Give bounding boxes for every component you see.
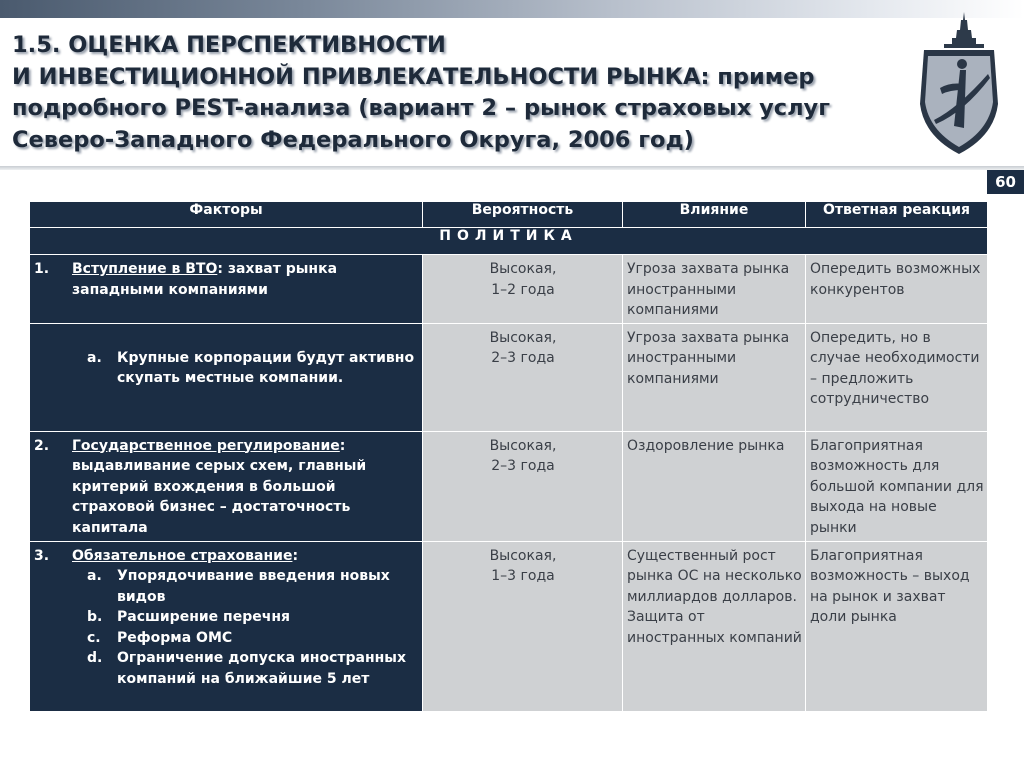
factor-text: : выдавливание серых схем, главный критерий вхождения в большой страховой бизнес – достаточность капитала	[72, 437, 367, 536]
impact-cell: Оздоровление рынка	[623, 431, 806, 541]
response-cell: Благоприятная возможность – выход на рынок и захват доли рынка	[806, 541, 988, 711]
factor-title: Государственное регулирование	[72, 437, 340, 454]
header-divider	[0, 166, 1024, 170]
probability-period: 2–3 года	[491, 350, 555, 366]
section-row-politics	[30, 228, 988, 255]
table-header-row	[30, 202, 988, 228]
response-cell: Благоприятная возможность для большой компании для выхода на новые рынки	[806, 431, 988, 541]
probability-period: 2–3 года	[491, 458, 555, 474]
factor-text: :	[292, 547, 299, 564]
probability-cell	[423, 541, 623, 711]
impact-line: Защита от иностранных компаний	[627, 609, 802, 646]
slide-title	[12, 30, 892, 156]
subitem-letter: d.	[87, 650, 103, 666]
response-cell: Опередить возможных конкурентов	[806, 255, 988, 324]
subitem-letter: a.	[87, 349, 102, 366]
probability-level: Высокая,	[489, 261, 557, 277]
column-header-factors: Факторы	[30, 202, 423, 228]
title-line-4: Северо-Западного Федерального Округа, 2006 год)	[12, 126, 694, 153]
column-header-probability: Вероятность	[423, 202, 623, 228]
impact-cell: Угроза захвата рынка иностранными компаниями	[623, 323, 806, 431]
factor-title: Вступление в ВТО	[72, 261, 218, 277]
probability-cell	[423, 431, 623, 541]
subitem-letter: b.	[87, 609, 103, 625]
subitem-text: Упорядочивание введения новых видов	[117, 568, 390, 605]
response-cell: Опередить, но в случае необходимости – предложить сотрудничество	[806, 323, 988, 431]
factor-title: Обязательное страхование	[72, 547, 293, 564]
probability-cell	[423, 255, 623, 324]
table-row	[30, 255, 988, 324]
university-emblem-icon	[918, 8, 1000, 158]
title-line-2: И ИНВЕСТИЦИОННОЙ ПРИВЛЕКАТЕЛЬНОСТИ РЫНКА: пример	[12, 63, 815, 90]
factor-cell	[30, 323, 423, 431]
subitem-letter: c.	[87, 629, 101, 646]
table-row	[30, 431, 988, 541]
column-header-impact: Влияние	[623, 202, 806, 228]
item-number: 3.	[34, 547, 50, 564]
probability-level: Высокая,	[489, 547, 557, 564]
list-item	[32, 648, 420, 689]
impact-cell	[623, 541, 806, 711]
impact-line: Существенный рост рынка ОС на несколько миллиардов долларов.	[627, 547, 802, 605]
probability-cell	[423, 323, 623, 431]
item-number: 2.	[34, 437, 50, 454]
table-row	[30, 541, 988, 711]
subitem-text: Ограничение допуска иностранных компаний на ближайшие 5 лет	[117, 650, 406, 687]
item-number: 1.	[34, 261, 50, 277]
page-number-badge: 60	[987, 170, 1024, 194]
subitem-text: Расширение перечня	[117, 609, 291, 625]
list-item	[32, 607, 420, 628]
factor-cell	[30, 541, 423, 711]
probability-period: 1–2 года	[491, 281, 555, 298]
subitem-letter: a.	[87, 568, 102, 584]
probability-period: 1–3 года	[491, 568, 555, 584]
probability-level: Высокая,	[489, 437, 557, 454]
table-row	[30, 323, 988, 431]
factor-cell	[30, 431, 423, 541]
factor-text: : захват рынка западными компаниями	[72, 261, 338, 298]
factor-cell	[30, 255, 423, 324]
title-line-1: 1.5. ОЦЕНКА ПЕРСПЕКТИВНОСТИ	[12, 32, 446, 58]
impact-cell: Угроза захвата рынка иностранными компаниями	[623, 255, 806, 324]
column-header-response: Ответная реакция	[806, 202, 988, 228]
top-gradient-bar	[0, 0, 1024, 18]
list-item	[32, 566, 420, 607]
pest-analysis-table	[29, 201, 988, 712]
subitem-text: Реформа ОМС	[117, 629, 233, 646]
section-label: ПОЛИТИКА	[30, 228, 988, 255]
title-line-3: подробного PEST-анализа (вариант 2 – рынок страховых услуг	[12, 95, 830, 121]
factor-text: Крупные корпорации будут активно скупать местные компании.	[117, 349, 415, 386]
list-item	[32, 628, 420, 649]
probability-level: Высокая,	[489, 329, 557, 346]
